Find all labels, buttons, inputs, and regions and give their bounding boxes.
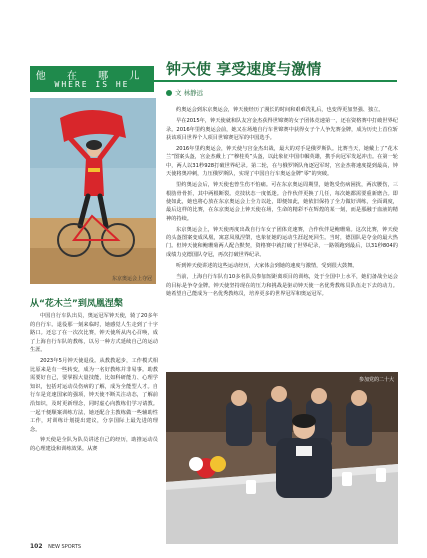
- page-number: 102: [30, 543, 43, 550]
- page-footer: [30, 543, 81, 550]
- left-paragraph: 中国自行车队出员，奥运冠军钟天使，骑了20多年的自行车。退役那一刻来临时，她感觉人生走到了十字路口。还忘了在一次次比赛，钟天使所从内心召唤，成了上海自行车队的教练，以另一种方式延续自己的运动生涯。: [30, 313, 158, 354]
- author-name: 文 林静远: [175, 89, 204, 97]
- left-paragraph: 钟天使是全队为队员讲述自己的经历，助推运动员的心理建设和训练效果。从赛: [30, 437, 158, 452]
- column-banner: [30, 66, 154, 92]
- right-paragraph: 早在2015年，钟天使就和队友宫金杰获得世锦赛的女子团体竞速第一，还在资格赛中打破世界纪录。2016年里约奥运会前，她又在场地自行车世锦赛中获得女子个人争先赛金牌，成为历史上首位斩获该项目世界个人项目世锦赛冠军的中国选手。: [166, 118, 398, 141]
- column-name-cn: 他 在 哪 儿: [35, 71, 149, 82]
- title-rule: [154, 80, 397, 82]
- right-paragraph: 东京奥运会上，钟天使再度出战自行车女子团体竞速赛，合作伙伴是鲍珊菊。这次比赛，钟天使的头盔图案变成凤凰，寓意凤凰涅槃，也象征她的运动生涯起死回生。当时，德国队是夺金的最大热门。但钟天使和鲍珊菊两人配合默契，资格赛中就打破了世界纪录，一路领跑到最后，以31秒804的成绩力克德国队夺冠，再次打破世界纪录。: [166, 226, 398, 258]
- column-name-en: WHERE IS HE: [54, 80, 130, 89]
- right-paragraph: 2016年里约奥运会，钟天使与宫金杰出战，最大的对手是俄罗斯队。比赛当天，她戴上了“花木兰”图案头盔，宫金杰戴上了“穆桂英”头盔，以此象征中国巾帼英雄，携手向冠军发起冲击。在第一轮中，两人以31秒928打破世界纪录。第二轮，在与俄罗斯队角逐冠军时，宫金杰将速度提到最高，钟天使将奥冲刺，力压俄罗斯队，实现了中国自行车奥运金牌“零”的突破。: [166, 146, 398, 178]
- right-column-text: [166, 106, 398, 301]
- right-paragraph: 里约奥运会后，钟天使也曾生伤不怕痛。可在东京奥运周期里，她饱受伤病困扰，两次腰伤，三根肋骨骨折，其中两根断裂。竞技状态一度低迷。合作伙伴更换了几任，每次她都需要重新磨合。即使如此，她也将心放在东京奥运会上全力以赴，即便如此，她依旧保持了全力做好训练，全面调度，最后这样的比赛，在东京奥运会上钟天使在场，生命的精彩不在辉煌的某一刻，而是那融于血液的精神的持续。: [166, 182, 398, 222]
- left-paragraph: 2023年5月钟天使退役。从教教起步，工作模式相比原来是有一些转变，成为一名好教练并非易事。助教需要好自己，要掌握大量技能，比如科研能力、心理学知识，包括对运动员伤病的了解，成为全能型人才。自行车是竞速国家的强项，钟天使不断关注动态，了解前沿知识，及时更新理念，同时虚心向教练们学习请教。一起干便顺案训练方法，她还配合主教练做一些辅助性工作，对训练计划提出建议，分享国际上最先进的理念。: [30, 357, 158, 433]
- meeting-photo: [166, 372, 398, 544]
- bullet-icon: [166, 90, 172, 96]
- magazine-name: NEW SPORTS: [48, 544, 82, 550]
- right-paragraph: 当前，上海自行车队有10多名队员参加短距离项目的训练，处于全国中上水平，她们备战全运会的目标是争夺金牌。钟天使坚持现在的压力和挑战是驱动钟天使一名优秀教练员队伍走下去的动力。她希望自己能成为一名优秀教练员，培养更多的世界冠军和奥运冠军。: [166, 274, 398, 297]
- meeting-illustration: [166, 372, 398, 544]
- article-title: 钟天使 享受速度与激情: [166, 60, 322, 78]
- left-column-text: [30, 312, 158, 456]
- right-paragraph: 约奥运会到东京奥运会，钟天使经历了漫长的时间和艰难洗礼后，也变得更加坚强、独立。: [176, 107, 384, 113]
- cyclist-photo: [30, 98, 156, 284]
- author-line: [166, 88, 203, 97]
- cyclist-illustration: [30, 98, 156, 284]
- right-paragraph: 听到钟天使讲述的这些运动经历，大家体会到她的速度与激情，受到很大鼓舞。: [176, 263, 358, 270]
- cyclist-photo-caption: 东京奥运会上夺冠: [111, 276, 152, 282]
- meeting-photo-caption: 参加党的二十大: [358, 377, 394, 383]
- section-heading: 从“花木兰”到凤凰涅槃: [30, 299, 123, 309]
